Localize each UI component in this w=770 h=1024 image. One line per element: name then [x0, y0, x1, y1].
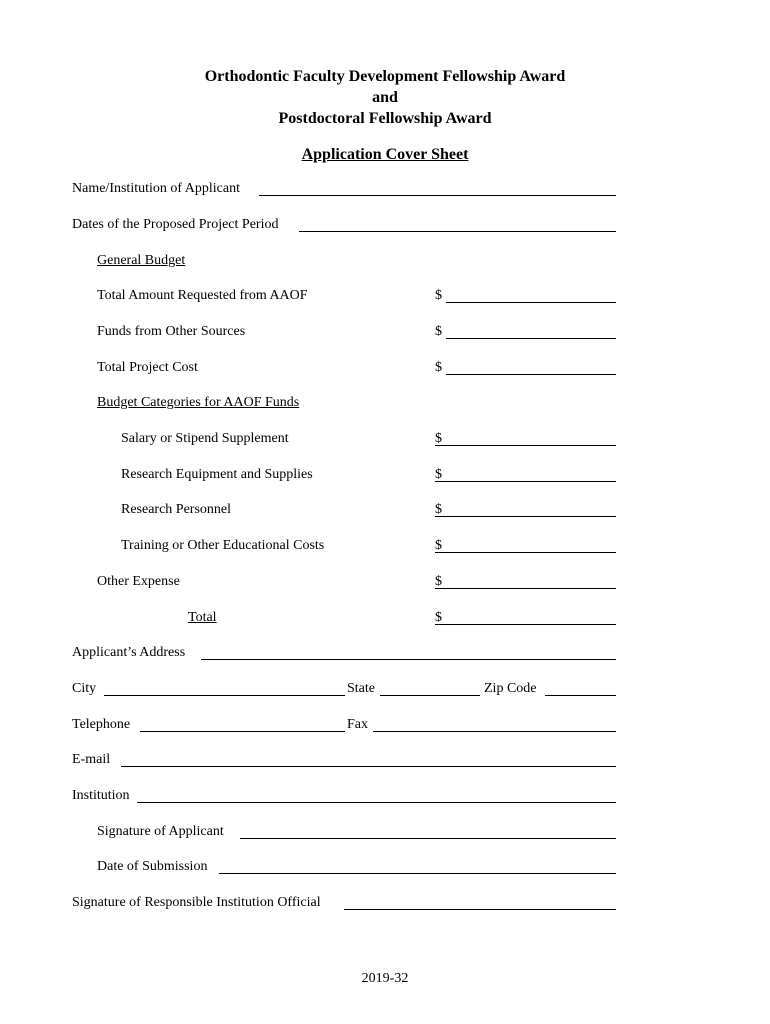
- training-row: [0, 536, 770, 556]
- currency-symbol: $: [435, 538, 442, 553]
- general-budget-heading: General Budget: [97, 253, 186, 268]
- applicant-signature-field[interactable]: [240, 838, 616, 839]
- personnel-row: [0, 500, 770, 520]
- total-requested-row: [0, 286, 770, 306]
- telephone-field[interactable]: [140, 731, 345, 732]
- project-dates-field[interactable]: [299, 231, 616, 232]
- fax-field[interactable]: [373, 731, 616, 732]
- budget-total-row: [0, 608, 770, 628]
- email-label: E-mail: [72, 752, 111, 767]
- applicant-signature-row: [0, 822, 770, 842]
- city-state-zip-row: [0, 679, 770, 699]
- project-dates-row: [0, 215, 770, 235]
- salary-field[interactable]: [435, 445, 616, 446]
- other-sources-label: Funds from Other Sources: [97, 324, 246, 339]
- applicant-signature-label: Signature of Applicant: [97, 824, 224, 839]
- other-expense-label: Other Expense: [97, 574, 180, 589]
- address-row: [0, 643, 770, 663]
- subtitle-text: Application Cover Sheet: [301, 146, 469, 163]
- address-field[interactable]: [201, 659, 616, 660]
- currency-symbol: $: [435, 610, 442, 625]
- budget-categories-row: [0, 393, 770, 413]
- official-signature-row: [0, 893, 770, 913]
- page-subtitle: [0, 144, 770, 165]
- address-label: Applicant’s Address: [72, 645, 186, 660]
- currency-symbol: $: [435, 467, 442, 482]
- zip-label: Zip Code: [484, 681, 537, 696]
- training-label: Training or Other Educational Costs: [121, 538, 325, 553]
- zip-field[interactable]: [545, 695, 616, 696]
- other-expense-field[interactable]: [435, 588, 616, 589]
- other-expense-row: [0, 572, 770, 592]
- equipment-field[interactable]: [435, 481, 616, 482]
- currency-symbol: $: [435, 431, 442, 446]
- city-label: City: [72, 681, 97, 696]
- fax-label: Fax: [347, 717, 368, 732]
- title-line-1: Orthodontic Faculty Development Fellowship Award: [204, 68, 566, 85]
- name-institution-field[interactable]: [259, 195, 616, 196]
- submission-date-row: [0, 857, 770, 877]
- budget-total-field[interactable]: [435, 624, 616, 625]
- name-institution-row: [0, 179, 770, 199]
- salary-row: [0, 429, 770, 449]
- total-project-cost-field[interactable]: [446, 374, 616, 375]
- institution-row: [0, 786, 770, 806]
- currency-symbol: $: [435, 574, 442, 589]
- official-signature-label: Signature of Responsible Institution Official: [72, 895, 321, 910]
- total-requested-label: Total Amount Requested from AAOF: [97, 288, 308, 303]
- institution-field[interactable]: [137, 802, 616, 803]
- other-sources-row: [0, 322, 770, 342]
- general-budget-row: [0, 251, 770, 271]
- form-code: 2019-32: [361, 971, 409, 986]
- currency-symbol: $: [435, 360, 442, 375]
- title-line-3: Postdoctoral Fellowship Award: [278, 110, 492, 127]
- budget-categories-heading: Budget Categories for AAOF Funds: [97, 395, 300, 410]
- submission-date-field[interactable]: [219, 873, 616, 874]
- total-project-cost-row: [0, 358, 770, 378]
- project-dates-label: Dates of the Proposed Project Period: [72, 217, 279, 232]
- equipment-label: Research Equipment and Supplies: [121, 467, 313, 482]
- other-sources-field[interactable]: [446, 338, 616, 339]
- total-requested-field[interactable]: [446, 302, 616, 303]
- institution-label: Institution: [72, 788, 130, 803]
- telephone-fax-row: [0, 715, 770, 735]
- state-field[interactable]: [380, 695, 480, 696]
- telephone-label: Telephone: [72, 717, 131, 732]
- email-field[interactable]: [121, 766, 616, 767]
- currency-symbol: $: [435, 288, 442, 303]
- salary-label: Salary or Stipend Supplement: [121, 431, 289, 446]
- name-institution-label: Name/Institution of Applicant: [72, 181, 240, 196]
- submission-date-label: Date of Submission: [97, 859, 208, 874]
- currency-symbol: $: [435, 324, 442, 339]
- state-label: State: [347, 681, 375, 696]
- email-row: [0, 750, 770, 770]
- personnel-label: Research Personnel: [121, 502, 232, 517]
- personnel-field[interactable]: [435, 516, 616, 517]
- total-project-cost-label: Total Project Cost: [97, 360, 198, 375]
- training-field[interactable]: [435, 552, 616, 553]
- official-signature-field[interactable]: [344, 909, 616, 910]
- currency-symbol: $: [435, 502, 442, 517]
- city-field[interactable]: [104, 695, 345, 696]
- budget-total-label: Total: [188, 610, 217, 625]
- title-line-2: and: [372, 89, 398, 106]
- equipment-row: [0, 465, 770, 485]
